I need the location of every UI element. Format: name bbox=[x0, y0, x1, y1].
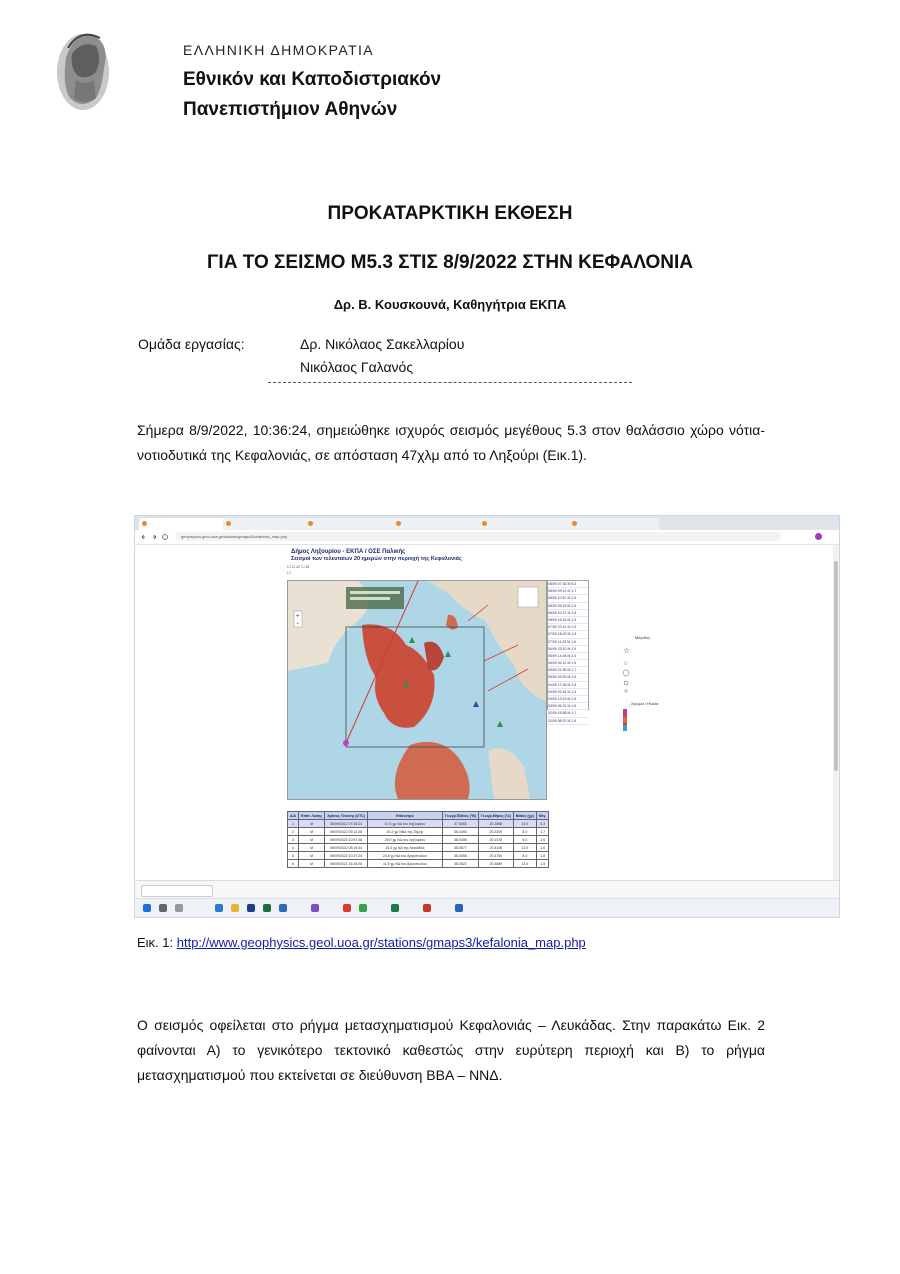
figure-1-screenshot bbox=[134, 515, 840, 918]
athena-logo-icon bbox=[52, 28, 114, 114]
caption-prefix: Εικ. 1: bbox=[137, 935, 177, 950]
fault-paragraph: Ο σεισμός οφείλεται στο ρήγμα μετασχηματισμού Κεφαλονιάς – Λευκάδας. Στην παρακάτω Εικ. 2 φαίνονται Α) το γενικότερο τεκτονικό καθεστώς στην ευρύτερη περιοχή και Β) το ρήγμα μετασχηματισμού που εκτείνεται σε διεύθυνση ΒΒΑ – ΝΝΔ. bbox=[137, 1017, 765, 1083]
team-member: Νικόλαος Γαλανός bbox=[300, 359, 414, 375]
map-drawing bbox=[288, 581, 546, 799]
team-label: Ομάδα εργασίας: bbox=[138, 336, 245, 352]
table-header-row bbox=[288, 812, 549, 820]
column-header: Επίπ. Λύσης bbox=[299, 812, 325, 820]
svg-text:−: − bbox=[296, 621, 300, 627]
app-icon[interactable] bbox=[247, 904, 255, 912]
figure-caption bbox=[137, 935, 586, 950]
table-row[interactable]: 3 M 08/09/2022 10:57:38 26.9 χμ ΝΔ του Ληξουρίου 38.0408 20.1578 9.0 1.6 bbox=[288, 836, 549, 844]
table-row[interactable]: 2 M 08/09/2022 09:12:28 20.2 χμ ΝΝΔ της Σάμης 38.0490 20.2300 8.0 1.7 bbox=[288, 828, 549, 836]
report-title: ΠΡΟΚΑΤΑΡΚΤΙΚΗ ΕΚΘΕΣΗ bbox=[327, 203, 573, 224]
edge-icon[interactable] bbox=[215, 904, 223, 912]
browser-tab[interactable] bbox=[223, 518, 311, 530]
separator bbox=[268, 382, 632, 383]
page-scrollbar[interactable] bbox=[833, 545, 839, 881]
column-header: Βάθος (χμ) bbox=[513, 812, 536, 820]
browser-tab[interactable] bbox=[479, 518, 575, 530]
profile-avatar[interactable] bbox=[815, 533, 822, 540]
table-row[interactable]: 6 M 08/09/2022 16:18:28 11.5 χμ ΝΔ του Αργοστολίου 38.0822 20.4889 13.0 1.5 bbox=[288, 860, 549, 868]
caption-link[interactable]: http://www.geophysics.geol.uoa.gr/stations/gmaps3/kefalonia_map.php bbox=[176, 935, 586, 950]
report-subtitle: ΓΙΑ ΤΟ ΣΕΙΣΜΟ Μ5.3 ΣΤΙΣ 8/9/2022 ΣΤΗΝ ΚΕΦΑΛΟΝΙΑ bbox=[207, 252, 693, 273]
chrome-icon[interactable] bbox=[359, 904, 367, 912]
layer-checkbox-extra[interactable]: ☐ bbox=[287, 570, 291, 575]
author-line: Δρ. Β. Κουσκουνά, Καθηγήτρια ΕΚΠΑ bbox=[333, 297, 567, 312]
column-header: Α/Α bbox=[288, 812, 299, 820]
browser-tab[interactable] bbox=[569, 518, 659, 530]
excel-icon[interactable] bbox=[391, 904, 399, 912]
svg-text:Μέγεθος: Μέγεθος bbox=[635, 635, 651, 640]
app-icon[interactable] bbox=[343, 904, 351, 912]
browser-tab[interactable] bbox=[139, 518, 229, 530]
seismic-map[interactable] bbox=[287, 580, 547, 800]
column-header: Γεωγρ.Μήκος (°Α) bbox=[478, 812, 513, 820]
column-header: Γεωγρ.Πλάτος (°Β) bbox=[442, 812, 478, 820]
start-icon[interactable] bbox=[143, 904, 151, 912]
page-subheading: Σεισμοί των τελευταίων 20 ημερών στην περιοχή της Κεφαλονιάς bbox=[291, 556, 462, 562]
page-heading: Δήμος Ληξουρίου - ΕΚΠΑ / ΟΣΕ Παλικής bbox=[291, 549, 406, 555]
search-icon[interactable] bbox=[159, 904, 167, 912]
address-bar[interactable]: geophysics.geol.uoa.gr/stations/gmaps3/kefalonia_map.php bbox=[175, 532, 781, 541]
table-row[interactable]: 4 M 08/09/2022 05:19:34 15.3 χμ ΝΔ της Λευκάδας 38.5877 20.4108 12.0 1.6 bbox=[288, 844, 549, 852]
browser-tab-bar bbox=[135, 516, 839, 530]
intro-paragraph: Σήμερα 8/9/2022, 10:36:24, σημειώθηκε ισχυρός σεισμός μεγέθους 5.3 στον θαλάσσιο χώρο νότια-νοτιοδυτικά της Κεφαλονιάς, σε απόσταση 47χλμ από το Ληξούρι (Εικ.1). bbox=[137, 422, 765, 463]
app-icon[interactable] bbox=[263, 904, 271, 912]
svg-text:☆: ☆ bbox=[623, 661, 629, 667]
app-icon[interactable] bbox=[279, 904, 287, 912]
nav-arrows-icon[interactable] bbox=[141, 533, 171, 541]
download-item[interactable] bbox=[141, 885, 213, 897]
svg-text:+: + bbox=[296, 614, 300, 620]
windows-taskbar bbox=[135, 898, 839, 918]
column-header: Χρόνος Γένεσης (UTC) bbox=[325, 812, 368, 820]
browser-tab[interactable] bbox=[305, 518, 399, 530]
table-row[interactable]: 1 M 08/09/2022 07:36:24 47.5 χμ ΝΔ του Ληξουρίου 37.8083 20.1868 13.0 5.3 bbox=[288, 820, 549, 828]
web-page bbox=[135, 545, 833, 881]
word-icon[interactable] bbox=[455, 904, 463, 912]
browser-toolbar bbox=[135, 530, 839, 545]
svg-text:Χρώμα / Ηλικία: Χρώμα / Ηλικία bbox=[631, 701, 658, 706]
university-name-line1: Εθνικόν και Καποδιστριακόν bbox=[183, 69, 442, 90]
app-icon[interactable] bbox=[311, 904, 319, 912]
university-name-line2: Πανεπιστήμιον Αθηνών bbox=[183, 99, 398, 120]
browser-tab[interactable] bbox=[393, 518, 485, 530]
event-list[interactable]: 08/09 07:36 M 5.3 08/09 09:12 M 1.7 08/09 10:57 M 1.6 08/09 05:19 M 1.6 08/09 10:27 M 1.8 08/09 16:18 M 1.5 07/09 22:41 M 1.4 07/09 18:02 M 1.9 07/09 11:33 M 1.6 06/09 23:10 M 1.5 06/09 14:48 M 2.0 06/09 04:12 M 1.6 05/09 21:55 M 1.7 05/09 09:30 M 1.5 04/09 17:06 M 1.8 04/09 02:44 M 1.4 03/09 13:19 M 1.6 03/09 06:21 M 1.5 02/09 19:58 M 1.7 02/09 08:37 M 1.6 bbox=[547, 580, 589, 710]
republic-label: ΕΛΛΗΝΙΚΗ ΔΗΜΟΚΡΑΤΙΑ bbox=[183, 42, 375, 58]
downloads-bar bbox=[135, 880, 839, 899]
taskview-icon[interactable] bbox=[175, 904, 183, 912]
svg-text:☆: ☆ bbox=[623, 646, 631, 655]
folder-icon[interactable] bbox=[231, 904, 239, 912]
app-icon[interactable] bbox=[423, 904, 431, 912]
column-header: Μεγ. bbox=[536, 812, 549, 820]
map-legend bbox=[621, 633, 671, 733]
column-header: Επίκεντρο bbox=[367, 812, 442, 820]
events-table bbox=[287, 811, 549, 868]
table-row[interactable]: 5 M 08/09/2022 10:27:24 24.5 χμ ΝΔ του Αργοστολίου 38.0058 20.4750 8.0 1.8 bbox=[288, 852, 549, 860]
team-member: Δρ. Νικόλαος Σακελλαρίου bbox=[300, 336, 465, 352]
layer-checkboxes[interactable]: ☐ ☐ ☑ ☐ ☑ bbox=[287, 564, 310, 569]
